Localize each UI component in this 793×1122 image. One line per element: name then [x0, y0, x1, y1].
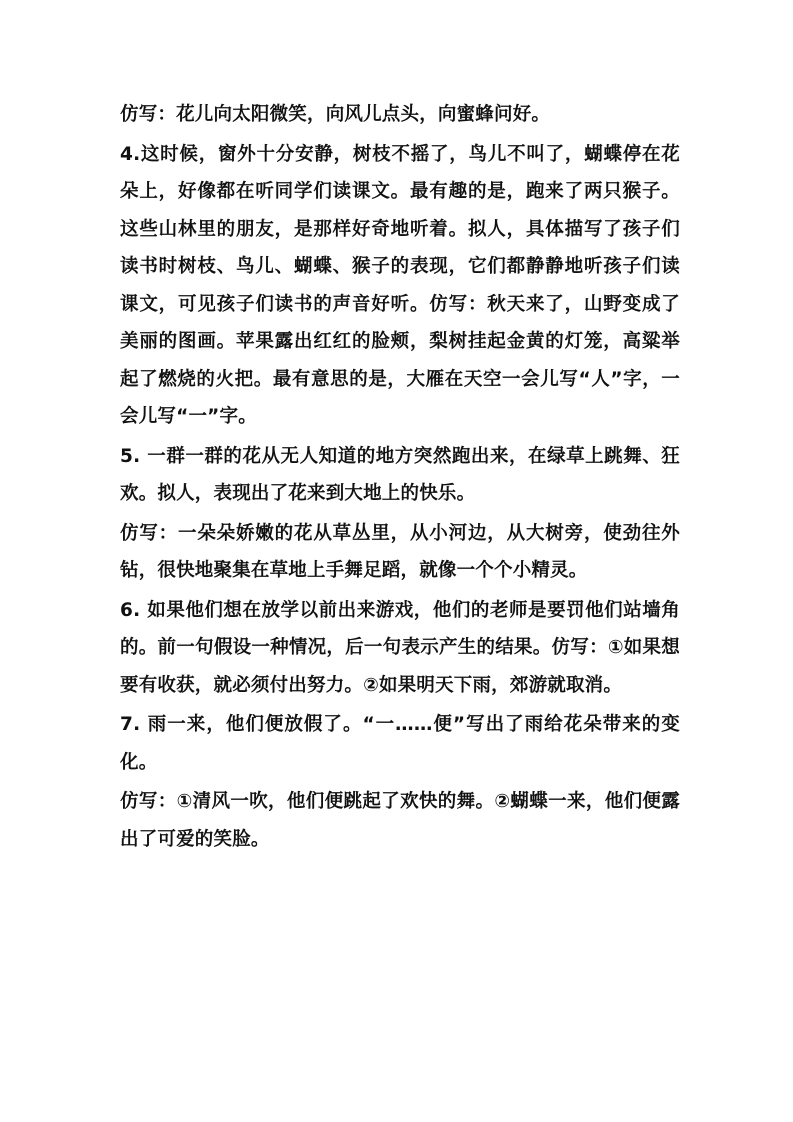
- paragraph-imitation-5: 仿写：一朵朵娇嫩的花从草丛里，从小河边，从大树旁，使劲往外钻，很快地聚集在草地上手舞足蹈，就像一个个小精灵。: [120, 522, 680, 581]
- paragraph-imitation-1: 仿写：花儿向太阳微笑，向风儿点头，向蜜蜂问好。: [120, 104, 551, 125]
- document-body: [120, 96, 680, 860]
- paragraph-imitation-7: 仿写：①清风一吹，他们便跳起了欢快的舞。②蝴蝶一来，他们便露出了可爱的笑脸。: [120, 791, 680, 850]
- paragraph-item-6: 6. 如果他们想在放学以前出来游戏，他们的老师是要罚他们站墙角的。前一句假设一种情况，后一句表示产生的结果。仿写：①如果想要有收获，就必须付出努力。②如果明天下雨，郊游就取消。: [120, 599, 680, 696]
- paragraph-item-7: 7. 雨一来，他们便放假了。“一……便”写出了雨给花朵带来的变化。: [120, 714, 680, 773]
- paragraph-item-5: 5. 一群一群的花从无人知道的地方突然跑出来，在绿草上跳舞、狂欢。拟人，表现出了花来到大地上的快乐。: [120, 445, 680, 504]
- paragraph-item-4: 4.这时候，窗外十分安静，树枝不摇了，鸟儿不叫了，蝴蝶停在花朵上，好像都在听同学们读课文。最有趣的是，跑来了两只猴子。这些山林里的朋友，是那样好奇地听着。拟人，具体描写了孩子们读书时树枝、鸟儿、蝴蝶、猴子的表现，它们都静静地听孩子们读课文，可见孩子们读书的声音好听。仿写：秋天来了，山野变成了美丽的图画。苹果露出红红的脸颊，梨树挂起金黄的灯笼，高粱举起了燃烧的火把。最有意思的是，大雁在天空一会儿写“人”字，一会儿写“一”字。: [120, 143, 680, 427]
